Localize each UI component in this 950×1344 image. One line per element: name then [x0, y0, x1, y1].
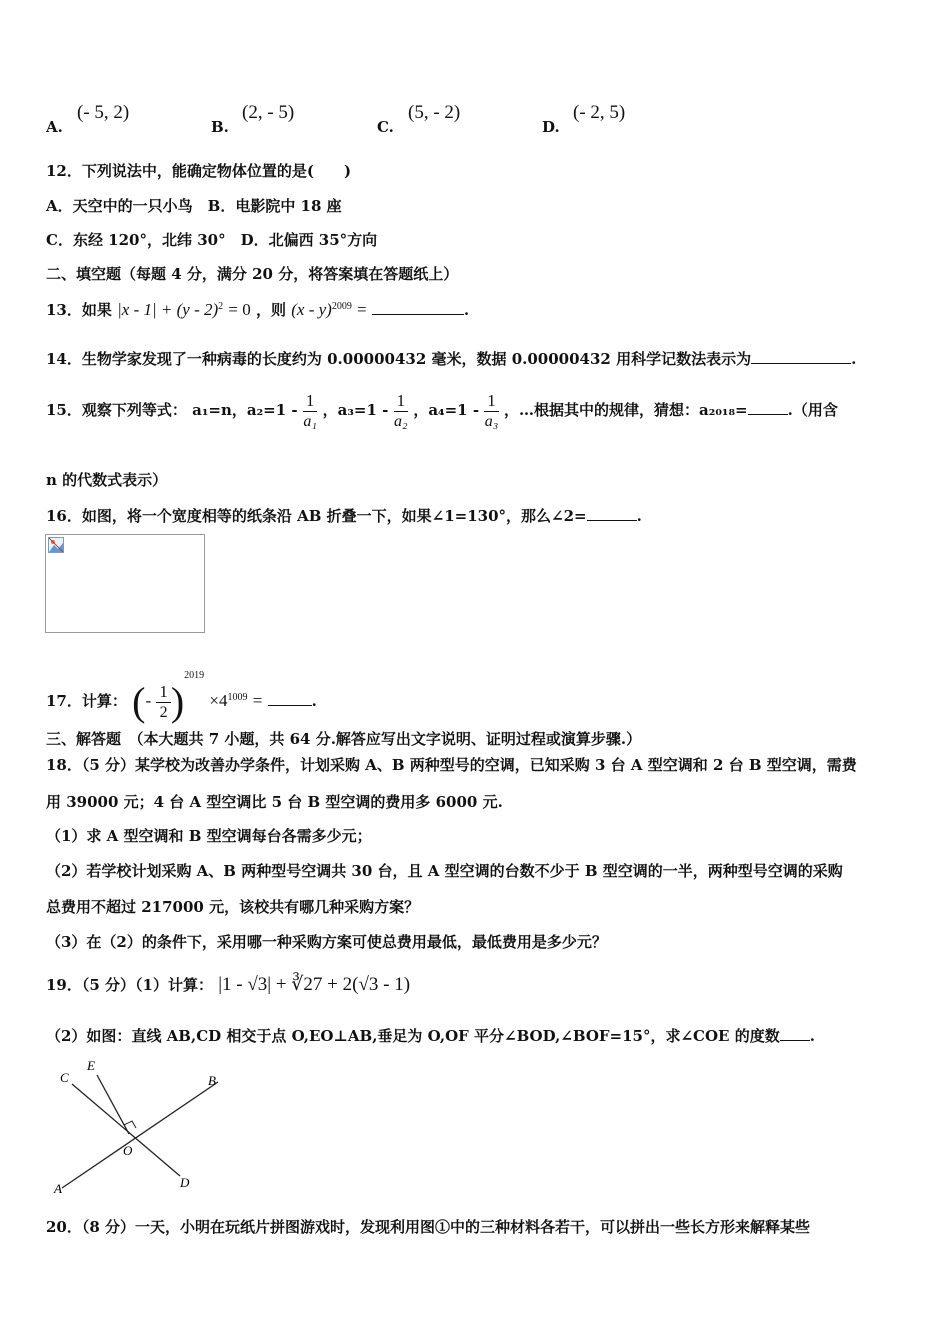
q18-part3: （3）在（2）的条件下，采用哪一种采购方案可使总费用最低，最低费用是多少元？: [46, 933, 607, 951]
q15-end: .（用含: [787, 401, 838, 419]
option-d-letter: D.: [542, 118, 560, 136]
q12-options-line2: C．东经 120°，北纬 30° D．北偏西 35°方向: [46, 231, 378, 249]
q20-line1: 20．（8 分）一天，小明在玩纸片拼图游戏时，发现利用图①中的三种材料各若干，可以拼出一些长方形来解释某些: [46, 1218, 811, 1236]
q18-part2-line1: （2）若学校计划采购 A、B 两种型号空调共 30 台，且 A 型空调的台数不少于 B 型空调的一半，两种型号空调的采购: [46, 862, 843, 880]
option-a-value: (- 5, 2): [77, 102, 130, 123]
q17-exp2: 1009: [227, 692, 248, 703]
q18-part1: （1）求 A 型空调和 B 型空调每台各需多少元；: [46, 827, 372, 845]
q17-prefix: 17．计算：: [46, 692, 127, 710]
q13: [46, 298, 469, 319]
q16-figure-placeholder: [45, 534, 205, 633]
option-b-value: (2, - 5): [242, 102, 295, 123]
q15-answer-blank[interactable]: [748, 400, 788, 415]
q17-left-paren-icon: (: [132, 679, 146, 724]
q15-a1-a2: a₁=n，a₂=1 -: [192, 401, 298, 419]
q16: [46, 506, 642, 525]
q13-expr2: (x - y): [291, 300, 332, 319]
label-e: E: [87, 1058, 95, 1073]
option-b-letter: B.: [211, 118, 229, 136]
option-c-value: (5, - 2): [408, 102, 461, 123]
q15-frac2-num: 1: [394, 391, 409, 412]
q15-frac3-num: 1: [484, 391, 499, 412]
q12-stem: 12．下列说法中，能确定物体位置的是( ): [46, 162, 352, 180]
q17-fraction: [156, 682, 171, 723]
q16-answer-blank[interactable]: [587, 506, 637, 521]
label-d: D: [180, 1175, 190, 1190]
q17-frac-num: 1: [156, 682, 171, 703]
q16-text: 16．如图，将一个宽度相等的纸条沿 AB 折叠一下，如果∠1=130°，那么∠2=: [46, 507, 587, 525]
label-c: C: [60, 1070, 69, 1085]
q17-frac-den: 2: [159, 703, 168, 721]
q13-exp: 2: [218, 301, 224, 312]
q15-prefix: 15．观察下列等式：: [46, 401, 187, 419]
q15-fraction-2: [394, 391, 409, 432]
q14-text: 14．生物学家发现了一种病毒的长度约为 0.00000432 毫米，数据 0.00000432 用科学记数法表示为: [46, 350, 752, 368]
q15-a3: ，a₃=1 -: [322, 401, 389, 419]
q12-options-line1: A．天空中的一只小鸟 B．电影院中 18 座: [46, 197, 342, 215]
q19-part2: [46, 1026, 815, 1045]
q18-part2-line2: 总费用不超过 217000 元，该校共有哪几种采购方案？: [46, 898, 420, 916]
q19-end: .: [809, 1027, 815, 1045]
q13-eq: = 0: [228, 300, 251, 319]
q14-answer-blank[interactable]: [751, 349, 851, 364]
option-c-letter: C.: [377, 118, 394, 136]
option-a-letter: A.: [46, 118, 63, 136]
q19-prefix: 19．（5 分）（1）计算：: [46, 976, 213, 994]
q17-answer-blank[interactable]: [268, 691, 312, 706]
q13-mid: ，则: [255, 301, 286, 319]
q15-fraction-1: [303, 391, 318, 432]
section2-title: 二、填空题（每题 4 分，满分 20 分，将答案填在答题纸上）: [46, 265, 459, 283]
line-cd: [72, 1084, 180, 1176]
q19-part2-text: （2）如图：直线 AB,CD 相交于点 O,EO⊥AB,垂足为 O,OF 平分∠BOD,∠BOF=15°，求∠COE 的度数: [46, 1027, 780, 1045]
q17-minus: -: [145, 691, 152, 710]
q19-part1: [46, 970, 410, 1000]
q18-line2: 用 39000 元；4 台 A 型空调比 5 台 B 型空调的费用多 6000 元.: [46, 793, 503, 811]
q13-prefix: 13．如果: [46, 301, 112, 319]
line-ab: [62, 1082, 218, 1188]
q15-fraction-3: [484, 391, 499, 432]
option-d-value: (- 2, 5): [573, 102, 626, 123]
q15-frac1-num: 1: [303, 391, 318, 412]
section3-title: 三、解答题 （本大题共 7 小题，共 64 分.解答应写出文字说明、证明过程或演算步骤.）: [46, 730, 642, 748]
q19-expression: |1 - √3| + ∛27 + 2(√3 - 1): [218, 974, 411, 995]
q17-eq: =: [252, 691, 263, 710]
q15-post: ，…根据其中的规律，猜想：a₂₀₁₈=: [504, 401, 748, 419]
q16-end: .: [636, 507, 642, 525]
q15-frac3-den: a₃: [484, 412, 499, 430]
q15-continuation: n 的代数式表示）: [46, 471, 168, 489]
q13-end: .: [463, 301, 470, 319]
broken-image-icon: [48, 537, 64, 553]
q17-exp: 2019: [184, 670, 205, 681]
q19-figure-intersecting-lines: [50, 1055, 230, 1195]
label-b: B: [208, 1073, 216, 1088]
q13-expr: |x - 1| + (y - 2): [117, 300, 219, 319]
q14-end: .: [851, 350, 857, 368]
q17-times: ×4: [209, 691, 228, 710]
q15-frac1-den: a₁: [303, 412, 317, 430]
label-a: A: [54, 1181, 62, 1195]
q17-right-paren-icon: ): [170, 679, 185, 724]
q15-frac2-den: a₂: [394, 412, 408, 430]
q13-exp2: 2009: [331, 301, 352, 312]
q15-a4: ，a₄=1 -: [413, 401, 480, 419]
q17-end: .: [311, 692, 317, 710]
q18-line1: 18．（5 分）某学校为改善办学条件，计划采购 A、B 两种型号的空调，已知采购 3 台 A 型空调和 2 台 B 型空调，需费: [46, 756, 857, 774]
q14: [46, 349, 856, 368]
q15: [46, 384, 838, 436]
q17: [46, 648, 317, 730]
q19-answer-blank[interactable]: [780, 1026, 810, 1041]
label-o: O: [123, 1143, 133, 1158]
q13-answer-blank[interactable]: [372, 300, 464, 315]
q13-eq2: =: [357, 300, 367, 319]
